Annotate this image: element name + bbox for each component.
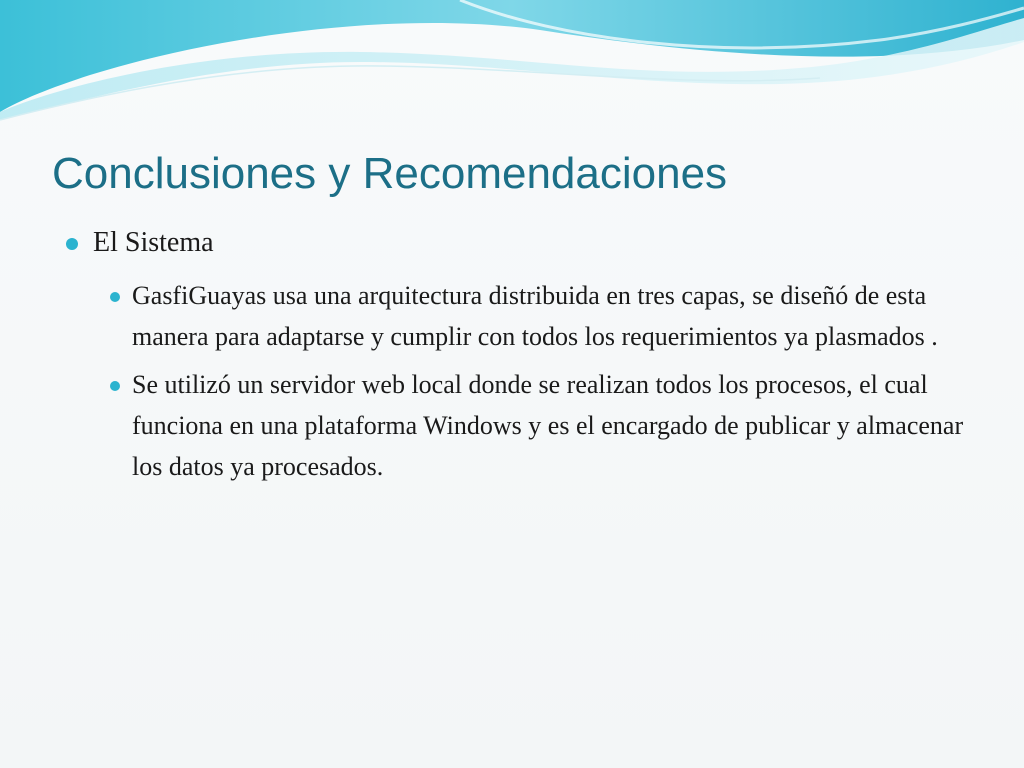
header-wave-decoration (0, 0, 1024, 130)
bullet-icon (110, 292, 120, 302)
bullet-icon (110, 381, 120, 391)
sub-bullet-list (106, 275, 984, 487)
bullet-text: Se utilizó un servidor web local donde se realizan todos los procesos, el cual funciona en una plataforma Windows y es el encargado de publicar y almacenar los datos ya procesados. (132, 370, 964, 481)
bullet-list (64, 222, 984, 494)
bullet-text: GasfiGuayas usa una arquitectura distribuida en tres capas, se diseñó de esta manera para adaptarse y cumplir con todos los requerimientos ya plasmados . (132, 281, 938, 351)
bullet-item-level2 (106, 275, 982, 357)
bullet-item-level1 (64, 222, 984, 264)
bullet-text: El Sistema (93, 227, 214, 258)
slide-title: Conclusiones y Recomendaciones (52, 149, 728, 198)
bullet-icon (66, 238, 78, 250)
bullet-item-level2 (106, 364, 982, 487)
